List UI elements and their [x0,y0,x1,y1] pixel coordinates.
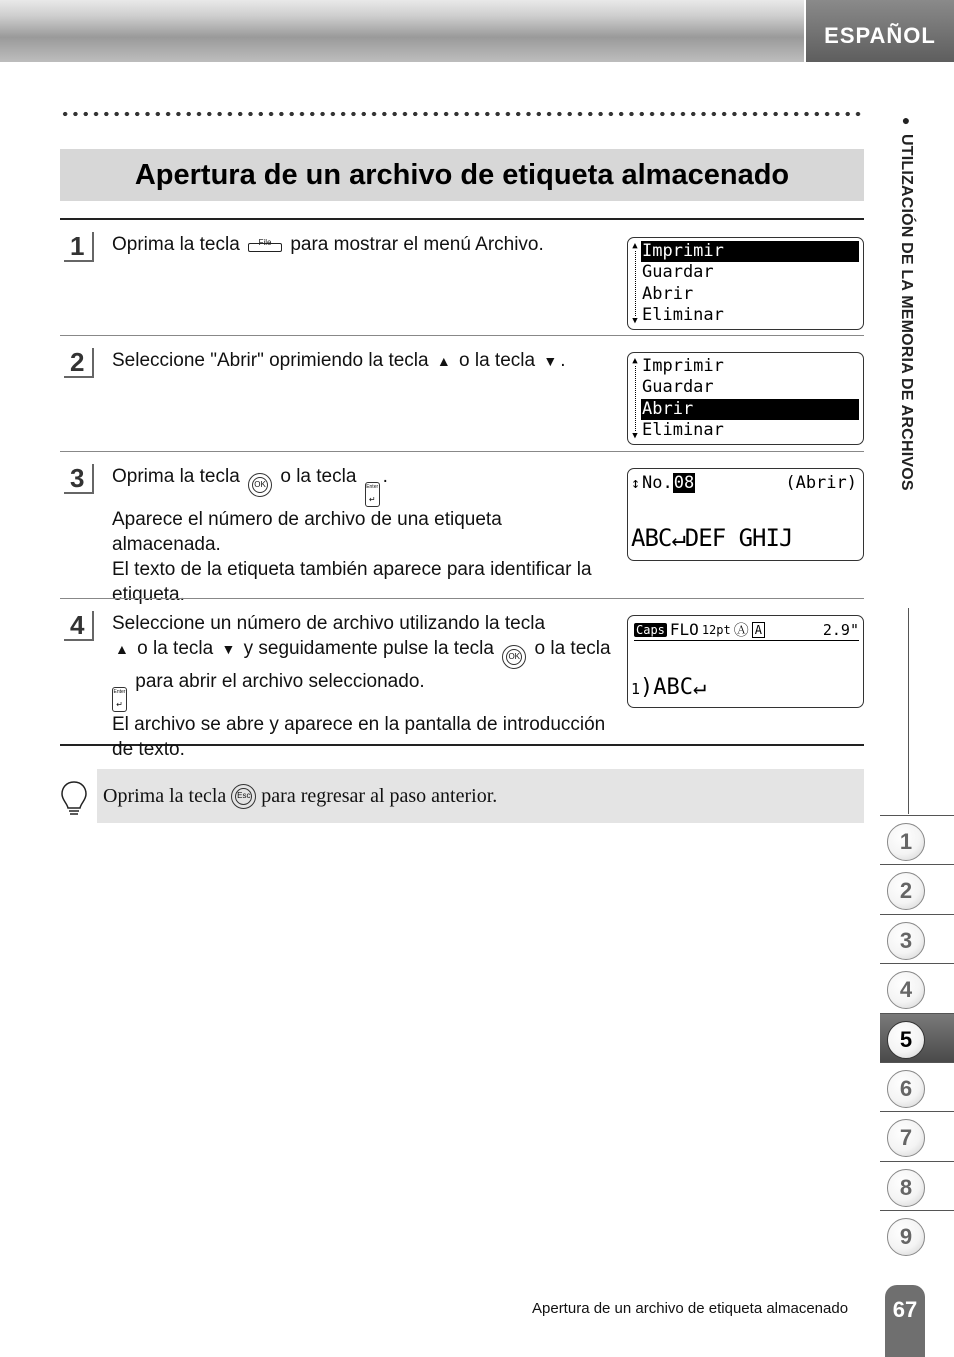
chapter-tab-4[interactable] [880,963,954,1012]
step-text-e: para abrir el archivo seleccionado. [135,671,425,692]
note-text-b: para regresar al paso anterior. [261,784,498,807]
lcd-mode: (Abrir) [785,473,857,493]
step-text-d: o la tecla [534,638,611,659]
lcd-label-text: ABC↵DEF GHIJ [631,524,793,552]
caps-indicator: Caps [636,622,665,637]
step-text-c: . [560,350,566,371]
lcd-status-bar [634,619,859,641]
lcd-file-number: No.08 [642,473,695,493]
enter-key-icon: Enter ↵ [112,687,127,712]
step-text [112,611,612,762]
lcd-line-number: 1 [631,680,641,698]
lcd-length: 2.9" [822,620,859,639]
lcd-screen [627,468,864,561]
step-text-line: Aparece el número de archivo de una etiqueta almacenada. [112,509,502,555]
up-arrow-key-icon: ▲ [436,353,451,369]
scroll-arrows-icon: ▲ ▼ [632,356,638,441]
step-text [112,232,612,257]
chapter-number: 7 [887,1119,925,1157]
side-divider [908,608,909,814]
language-label: ESPAÑOL [824,23,936,48]
chapter-index [880,815,954,1260]
lcd-size: 12pt [701,622,731,637]
style-a-icon: Ⓐ [733,621,749,639]
lcd-screen [627,352,864,445]
chapter-tab-3[interactable] [880,914,954,963]
step-2 [60,335,864,451]
step-text-b: o la tecla [280,466,357,487]
step-text-line: El archivo se abre y aparece en la pantalla de introducción de texto. [112,714,606,760]
header-bar [0,0,804,62]
esc-key-icon: Esc [231,784,256,809]
lcd-menu-item: Imprimir [642,356,724,376]
chapter-tab-5[interactable] [880,1013,954,1062]
chapter-tab-9[interactable] [880,1210,954,1259]
footer-title: Apertura de un archivo de etiqueta almacenado [532,1300,849,1317]
lcd-screen [627,237,864,330]
lightbulb-icon [60,780,88,818]
chapter-number: 9 [887,1218,925,1256]
lcd-screen [627,615,864,708]
dotted-divider [60,111,864,117]
frame-a-icon: A [752,622,765,638]
side-section-label [892,112,920,592]
up-arrow-key-icon: ▲ [115,641,129,657]
chapter-tab-7[interactable] [880,1111,954,1160]
lcd-edit-line: 1)ABC↵ [631,675,707,700]
chapter-number: 3 [887,922,925,960]
down-arrow-key-icon: ▼ [543,353,558,369]
enter-key-icon: Enter ↵ [365,482,380,507]
lcd-menu-item: Abrir [642,284,694,304]
updown-arrow-icon: ↕ [631,474,641,492]
lcd-menu-item: Guardar [642,377,714,397]
down-arrow-key-icon: ▼ [221,641,236,657]
ok-key-icon: OK [502,645,526,669]
lcd-edit-text: ABC↵ [653,675,707,700]
step-text-c: y seguidamente pulse la tecla [243,638,494,659]
file-key-icon [248,232,282,254]
step-number: 3 [64,464,94,494]
lcd-menu-item: Eliminar [642,305,724,325]
tip-note [97,769,864,823]
step-text-c: . [382,466,388,487]
chapter-number: 4 [887,971,925,1009]
ok-key-icon: OK [248,473,272,497]
chapter-number: 2 [887,872,925,910]
step-number: 2 [64,348,94,378]
chapter-tab-8[interactable] [880,1161,954,1210]
step-text-a: Seleccione un número de archivo utilizando la tecla [112,613,546,634]
step-text-b: o la tecla [137,638,214,659]
section-title: Apertura de un archivo de etiqueta almacenado [134,158,790,191]
step-number: 1 [64,232,94,262]
lcd-font: FLO [669,620,699,639]
step-text-b: para mostrar el menú Archivo. [290,234,544,255]
section-title-box [60,149,864,201]
step-text-a: Oprima la tecla [112,234,240,255]
chapter-number: 8 [887,1169,925,1207]
step-number: 4 [64,611,94,641]
bullet-icon: ● [898,112,914,129]
page-number: 67 [885,1285,925,1357]
steps-list [60,218,864,760]
step-text [112,348,632,374]
file-key-label: File [258,238,272,247]
lcd-menu-item: Guardar [642,262,714,282]
step-text-a: Seleccione "Abrir" oprimiendo la tecla [112,350,429,371]
side-section-text: UTILIZACIÓN DE LA MEMORIA DE ARCHIVOS [898,134,915,491]
chapter-tab-6[interactable] [880,1062,954,1111]
step-4 [60,598,864,760]
language-tab [806,0,954,62]
chapter-number: 1 [887,823,925,861]
step-text-a: Oprima la tecla [112,466,240,487]
chapter-number: 5 [887,1021,925,1059]
step-text-line: El texto de la etiqueta también aparece para identificar la etiqueta. [112,559,592,605]
lcd-menu-item: Eliminar [642,420,724,440]
chapter-tab-2[interactable] [880,864,954,913]
chapter-number: 6 [887,1070,925,1108]
scroll-arrows-icon: ▲ ▼ [632,241,638,326]
lcd-menu-item: Imprimir [641,241,859,262]
step-3 [60,451,864,605]
chapter-tab-1[interactable] [880,815,954,864]
step-text [112,464,612,607]
lcd-menu-item: Abrir [641,399,859,420]
step-text-b: o la tecla [459,350,536,371]
note-text-a: Oprima la tecla [103,784,227,807]
step-1 [60,218,864,335]
